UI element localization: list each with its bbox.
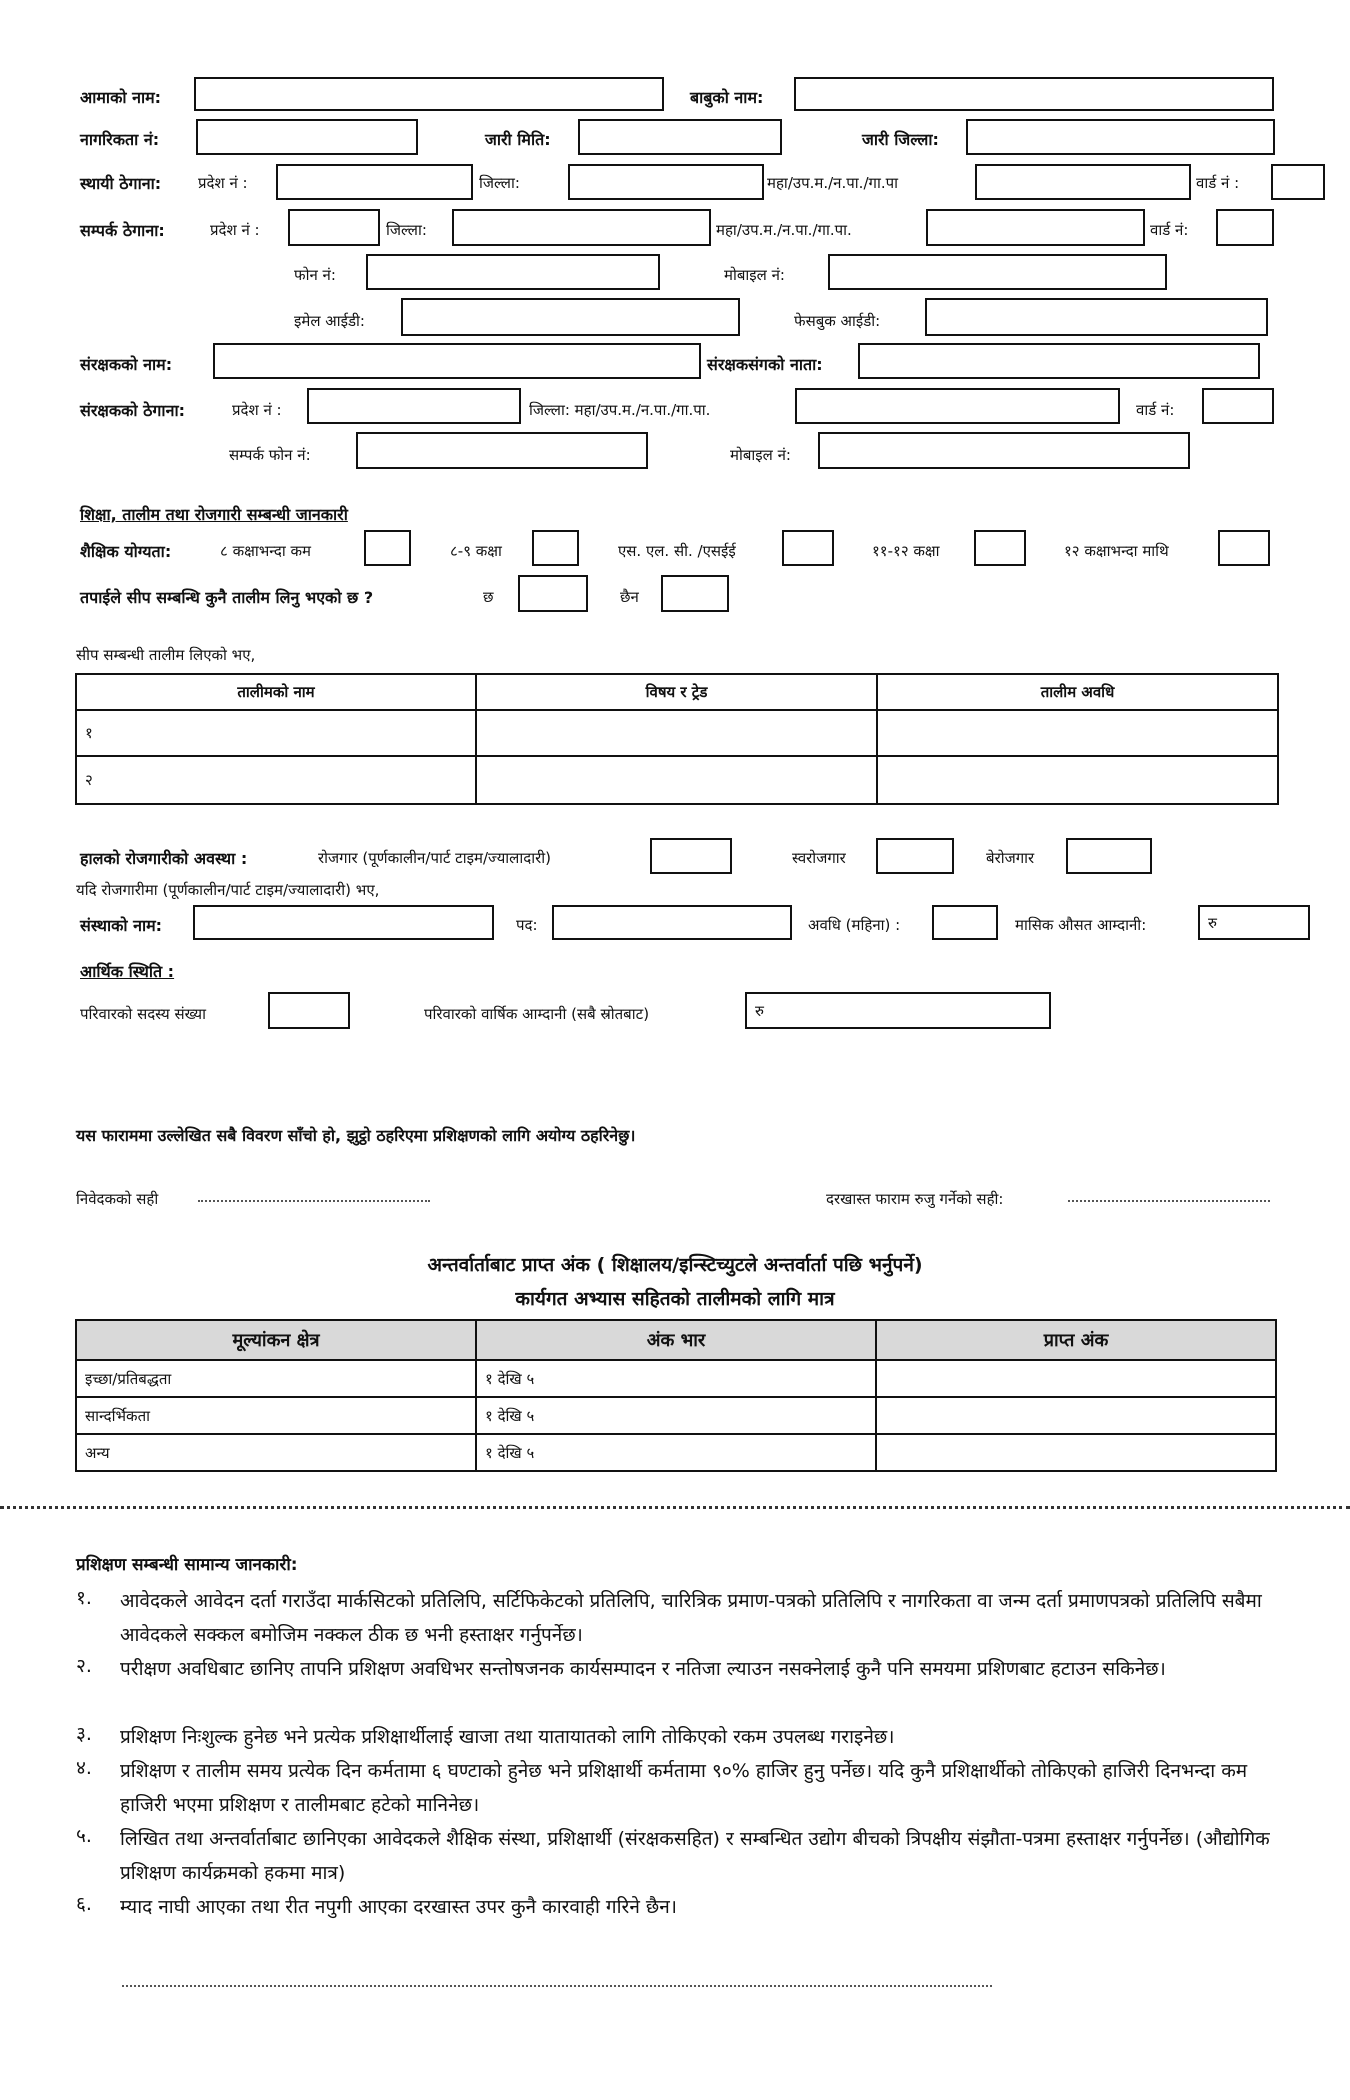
training-duration-cell[interactable] xyxy=(877,756,1278,804)
permanent-province-field[interactable] xyxy=(276,164,473,200)
qual-checkbox-2[interactable] xyxy=(532,530,579,566)
contact-province-field[interactable] xyxy=(288,209,380,246)
qual-option-label-4: ११-१२ कक्षा xyxy=(872,542,940,560)
organization-label: संस्थाको नाम: xyxy=(80,916,163,935)
permanent-district-field[interactable] xyxy=(568,164,764,200)
interview-header-area: मूल्यांकन क्षेत्र xyxy=(76,1320,476,1360)
table-row xyxy=(76,756,1278,804)
phone-label: फोन नं: xyxy=(294,266,336,284)
note-number: २. xyxy=(76,1655,92,1677)
interview-score-cell[interactable] xyxy=(876,1397,1276,1434)
employed-label: रोजगार (पूर्णकालीन/पार्ट टाइम/ज्यालादारी) xyxy=(318,849,551,867)
permanent-province-label: प्रदेश नं : xyxy=(198,174,248,192)
post-field[interactable] xyxy=(552,905,792,940)
father-name-field[interactable] xyxy=(794,77,1274,111)
training-table-caption: सीप सम्बन्धी तालीम लिएको भए, xyxy=(76,646,256,664)
monthly-income-field[interactable] xyxy=(1198,905,1310,940)
citizenship-no-label: नागरिकता नं: xyxy=(80,130,160,149)
contact-ward-label: वार्ड नं: xyxy=(1150,221,1189,239)
training-duration-cell[interactable] xyxy=(877,710,1278,756)
economic-status-title: आर्थिक स्थिति : xyxy=(80,962,175,981)
contact-municipality-label: महा/उप.म./न.पा./गा.पा. xyxy=(716,221,852,239)
duration-field[interactable] xyxy=(932,905,998,940)
guardian-relation-field[interactable] xyxy=(858,343,1260,379)
note-number: ६. xyxy=(76,1893,92,1915)
phone-field[interactable] xyxy=(366,254,660,290)
receiver-signature-line[interactable] xyxy=(1068,1200,1270,1202)
contact-district-field[interactable] xyxy=(452,209,711,246)
interview-weight-cell: १ देखि ५ xyxy=(476,1434,876,1471)
note-number: ४. xyxy=(76,1757,92,1779)
interview-table xyxy=(75,1319,1277,1472)
interview-score-cell[interactable] xyxy=(876,1360,1276,1397)
unemployed-label: बेरोजगार xyxy=(986,849,1035,867)
mother-name-field[interactable] xyxy=(194,77,664,111)
qual-option-label-1: ८ कक्षाभन्दा कम xyxy=(220,542,312,560)
mobile-field[interactable] xyxy=(828,254,1167,290)
permanent-ward-field[interactable] xyxy=(1271,164,1325,200)
note-text: परीक्षण अवधिबाट छानिए तापनि प्रशिक्षण अवधिभर सन्तोषजनक कार्यसम्पादन र नतिजा ल्याउन नसक्नेलाई कुनै पनि समयमा प्रशिणबाट हटाउन सकिनेछ। xyxy=(120,1658,1166,1680)
qual-option-label-5: १२ कक्षाभन्दा माथि xyxy=(1064,542,1169,560)
interview-title: अन्तर्वार्ताबाट प्राप्त अंक ( शिक्षालय/इन्स्टिच्युटले अन्तर्वार्ता पछि भर्नुपर्ने) xyxy=(427,1254,923,1276)
unemployed-checkbox[interactable] xyxy=(1066,838,1152,874)
contact-ward-field[interactable] xyxy=(1216,209,1274,246)
table-row xyxy=(76,1360,1276,1397)
note-number: ३. xyxy=(76,1723,92,1745)
rupee-prefix: रु xyxy=(755,1001,764,1020)
issue-district-field[interactable] xyxy=(966,119,1275,155)
guardian-phone-label: सम्पर्क फोन नं: xyxy=(229,446,311,464)
permanent-district-label: जिल्ला: xyxy=(479,174,520,192)
interview-area-cell: सान्दर्भिकता xyxy=(76,1397,476,1434)
issue-date-field[interactable] xyxy=(578,119,782,155)
family-income-field[interactable] xyxy=(745,992,1051,1029)
permanent-municipality-label: महा/उप.म./न.पा./गा.पा xyxy=(767,174,898,192)
guardian-district-label: जिल्ला: महा/उप.म./न.पा./गा.पा. xyxy=(529,401,711,419)
interview-weight-cell: १ देखि ५ xyxy=(476,1397,876,1434)
note-number: ५. xyxy=(76,1825,92,1847)
guardian-ward-label: वार्ड नं: xyxy=(1136,401,1175,419)
note-text: प्रशिक्षण र तालीम समय प्रत्येक दिन कर्मतामा ६ घण्टाको हुनेछ भने प्रशिक्षार्थी कर्मतामा ९०% हाजिर हुनु पर्नेछ। यदि कुनै प्रशिक्षार्थीको तोकिएको हाजिरी दिनभन्दा कम हाजिरी भएमा प्रशिक्षण र तालीमबाट हटेको मानिनेछ। xyxy=(120,1760,1248,1816)
issue-district-label: जारी जिल्ला: xyxy=(862,130,939,149)
guardian-name-label: संरक्षकको नाम: xyxy=(80,355,173,374)
interview-area-cell: इच्छा/प्रतिबद्धता xyxy=(76,1360,476,1397)
note-text: आवेदकले आवेदन दर्ता गराउँदा मार्कसिटको प्रतिलिपि, सर्टिफिकेटको प्रतिलिपि, चारित्रिक प्रमाण-पत्रको प्रतिलिपि र नागरिकता वा जन्म दर्ता प्रमाणपत्रको प्रतिलिपि सबैमा आवेदकले सक्कल बमोजिम नक्कल ठीक छ भनी हस्ताक्षर गर्नुपर्नेछ। xyxy=(120,1590,1262,1646)
monthly-income-label: मासिक औसत आम्दानी: xyxy=(1015,916,1147,934)
declaration-text: यस फाराममा उल्लेखित सबै विवरण साँचो हो, झुट्ठो ठहरिएमा प्रशिक्षणको लागि अयोग्य ठहरिनेछु। xyxy=(76,1126,636,1145)
contact-address-label: सम्पर्क ठेगाना: xyxy=(80,221,165,240)
training-row-number: २ xyxy=(76,756,476,804)
self-employed-checkbox[interactable] xyxy=(876,838,954,874)
qual-checkbox-5[interactable] xyxy=(1218,530,1270,566)
note-text: म्याद नाघी आएका तथा रीत नपुगी आएका दरखास्त उपर कुनै कारवाही गरिने छैन। xyxy=(120,1896,677,1918)
permanent-municipality-field[interactable] xyxy=(975,164,1191,200)
issue-date-label: जारी मिति: xyxy=(485,130,551,149)
email-label: इमेल आईडी: xyxy=(294,312,365,330)
family-size-field[interactable] xyxy=(268,992,350,1029)
training-header-duration: तालीम अवधि xyxy=(877,674,1278,710)
post-label: पद: xyxy=(516,916,538,934)
mobile-label: मोबाइल नं: xyxy=(724,266,785,284)
training-subject-cell[interactable] xyxy=(476,756,877,804)
applicant-signature-line[interactable] xyxy=(198,1200,430,1202)
permanent-address-label: स्थायी ठेगाना: xyxy=(80,174,162,193)
interview-score-cell[interactable] xyxy=(876,1434,1276,1471)
bottom-dotted-line xyxy=(122,1985,992,1987)
mother-name-label: आमाको नाम: xyxy=(80,88,162,107)
table-row xyxy=(76,1397,1276,1434)
guardian-name-field[interactable] xyxy=(213,343,701,379)
father-name-label: बाबुको नाम: xyxy=(690,88,764,107)
organization-field[interactable] xyxy=(193,905,494,940)
training-yes-label: छ xyxy=(483,588,494,606)
guardian-province-label: प्रदेश नं : xyxy=(232,401,282,419)
note-text: प्रशिक्षण निःशुल्क हुनेछ भने प्रत्येक प्रशिक्षार्थीलाई खाजा तथा यातायातको लागि तोकिएको रकम उपलब्ध गराइनेछ। xyxy=(120,1726,895,1748)
guardian-ward-field[interactable] xyxy=(1202,388,1274,424)
family-income-label: परिवारको वार्षिक आम्दानी (सबै स्रोतबाट) xyxy=(424,1005,650,1023)
guardian-mobile-field[interactable] xyxy=(818,432,1190,469)
employed-checkbox[interactable] xyxy=(650,838,732,874)
qual-checkbox-4[interactable] xyxy=(974,530,1026,566)
guardian-mobile-label: मोबाइल नं: xyxy=(730,446,791,464)
interview-weight-cell: १ देखि ५ xyxy=(476,1360,876,1397)
general-info-title: प्रशिक्षण सम्बन्धी सामान्य जानकारी: xyxy=(76,1555,298,1575)
cut-divider xyxy=(0,1506,1350,1509)
training-no-checkbox[interactable] xyxy=(661,575,729,612)
training-question-label: तपाईले सीप सम्बन्धि कुनै तालीम लिनु भएको छ ? xyxy=(80,588,374,607)
self-employed-label: स्वरोजगार xyxy=(792,849,846,867)
family-size-label: परिवारको सदस्य संख्या xyxy=(80,1005,206,1023)
guardian-province-field[interactable] xyxy=(307,388,521,424)
if-employed-note: यदि रोजगारीमा (पूर्णकालीन/पार्ट टाइम/ज्यालादारी) भए, xyxy=(76,881,380,899)
table-row xyxy=(76,710,1278,756)
training-row-number: १ xyxy=(76,710,476,756)
facebook-field[interactable] xyxy=(925,298,1268,336)
guardian-address-label: संरक्षकको ठेगाना: xyxy=(80,401,185,420)
qual-option-label-3: एस. एल. सी. /एसईई xyxy=(618,542,736,560)
guardian-relation-label: संरक्षकसंगको नाता: xyxy=(707,355,823,374)
contact-municipality-field[interactable] xyxy=(926,209,1145,246)
table-row xyxy=(76,1434,1276,1471)
qual-checkbox-1[interactable] xyxy=(364,530,411,566)
note-text: लिखित तथा अन्तर्वार्ताबाट छानिएका आवेदकले शैक्षिक संस्था, प्रशिक्षार्थी (संरक्षकसहित) र सम्बन्धित उद्योग बीचको त्रिपक्षीय संझौता-पत्रमा हस्ताक्षर गर्नुपर्नेछ। (औद्योगिक प्रशिक्षण कार्यक्रमको हकमा मात्र) xyxy=(120,1828,1270,1884)
employment-status-label: हालको रोजगारीको अवस्था : xyxy=(80,849,248,868)
contact-district-label: जिल्ला: xyxy=(386,221,427,239)
interview-area-cell: अन्य xyxy=(76,1434,476,1471)
training-no-label: छैन xyxy=(620,588,639,606)
training-header-subject: विषय र ट्रेड xyxy=(476,674,877,710)
email-field[interactable] xyxy=(401,298,740,336)
training-subject-cell[interactable] xyxy=(476,710,877,756)
education-section-title: शिक्षा, तालीम तथा रोजगारी सम्बन्धी जानकारी xyxy=(80,505,348,524)
facebook-label: फेसबुक आईडी: xyxy=(794,312,881,330)
citizenship-no-field[interactable] xyxy=(196,119,418,155)
interview-header-weight: अंक भार xyxy=(476,1320,876,1360)
contact-province-label: प्रदेश नं : xyxy=(210,221,260,239)
qual-option-label-2: ८-९ कक्षा xyxy=(450,542,502,560)
interview-header-score: प्राप्त अंक xyxy=(876,1320,1276,1360)
guardian-district-field[interactable] xyxy=(795,388,1120,424)
interview-subtitle: कार्यगत अभ्यास सहितको तालीमको लागि मात्र xyxy=(515,1288,835,1310)
rupee-prefix: रु xyxy=(1208,913,1217,932)
training-table xyxy=(75,673,1279,805)
training-yes-checkbox[interactable] xyxy=(518,575,588,612)
qual-checkbox-3[interactable] xyxy=(782,530,834,566)
permanent-ward-label: वार्ड नं : xyxy=(1196,174,1240,192)
qualification-label: शैक्षिक योग्यता: xyxy=(80,542,172,561)
guardian-phone-field[interactable] xyxy=(356,432,648,469)
receiver-signature-label: दरखास्त फाराम रुजु गर्नेको सही: xyxy=(826,1190,1004,1208)
duration-label: अवधि (महिना) : xyxy=(808,916,901,934)
applicant-signature-label: निवेदकको सही xyxy=(76,1190,159,1208)
note-number: १. xyxy=(76,1587,92,1609)
training-header-name: तालीमको नाम xyxy=(76,674,476,710)
